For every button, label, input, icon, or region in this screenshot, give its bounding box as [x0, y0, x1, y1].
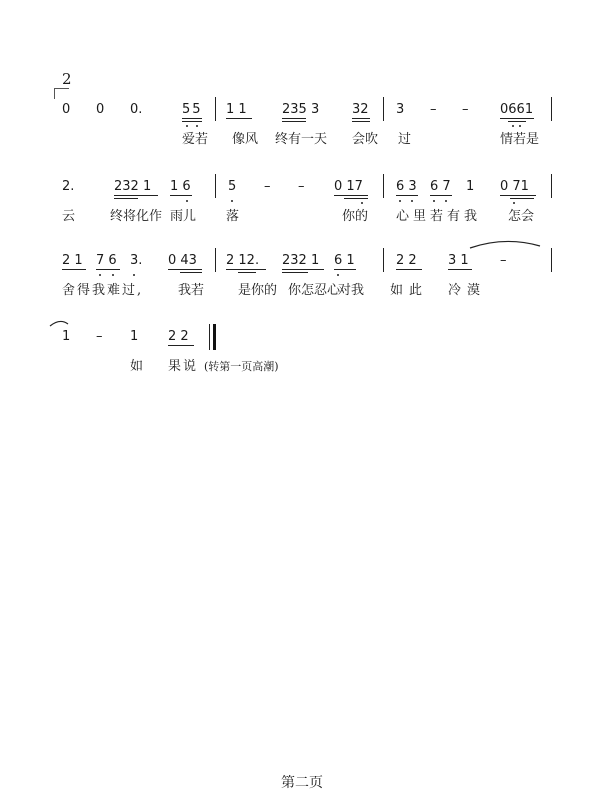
final-barline-thick — [213, 324, 216, 350]
note: 235 3 — [282, 102, 320, 117]
low-octave-dot — [186, 200, 188, 202]
note: 2 1 — [62, 253, 83, 268]
low-octave-dot — [411, 200, 413, 202]
dash: – — [96, 329, 103, 344]
dash: – — [500, 253, 507, 268]
beam-line — [282, 269, 324, 270]
low-octave-dot — [519, 125, 521, 127]
low-octave-dot — [399, 200, 401, 202]
dash: – — [430, 102, 437, 117]
barline — [215, 97, 216, 121]
beam-line — [168, 345, 194, 346]
note: 55 — [182, 102, 203, 117]
low-octave-dot — [231, 200, 233, 202]
lyric: 情若是 — [500, 132, 540, 147]
beam-line — [182, 118, 202, 119]
note: 6 3 — [396, 179, 417, 194]
final-barline-thin — [209, 324, 210, 350]
note: 2. — [62, 179, 75, 194]
beam-line — [396, 195, 418, 196]
lyric: 像风 — [232, 132, 259, 147]
note: 3. — [130, 253, 143, 268]
lyric: 如此 — [390, 283, 429, 298]
low-octave-dot — [337, 274, 339, 276]
low-octave-dot — [361, 202, 363, 204]
beam-line — [226, 269, 266, 270]
dash: – — [298, 179, 305, 194]
note: 1 6 — [170, 179, 191, 194]
barline — [551, 248, 552, 272]
barline — [551, 97, 552, 121]
note: 6 7 — [430, 179, 451, 194]
beam-line — [170, 195, 192, 196]
low-octave-dot — [513, 202, 515, 204]
dash: – — [264, 179, 271, 194]
lyric: 对我 — [338, 283, 365, 298]
lyric: 我若 — [178, 283, 205, 298]
note: 232 1 — [282, 253, 320, 268]
beam-line — [334, 195, 368, 196]
score-system-2 — [0, 180, 604, 236]
beam-line — [510, 198, 534, 199]
lyric: 雨儿 — [170, 209, 197, 224]
score-system-3 — [0, 254, 604, 310]
beam-line — [334, 269, 356, 270]
beam-line — [96, 269, 120, 270]
barline — [383, 97, 384, 121]
low-octave-dot — [99, 274, 101, 276]
beam-line — [114, 195, 158, 196]
beam-line — [448, 269, 472, 270]
lyric: 心里若有我 — [396, 209, 482, 224]
lyric: 舍得我难过, — [62, 283, 144, 298]
lyric: 怎会 — [508, 209, 535, 224]
low-octave-dot — [186, 125, 188, 127]
note: 0 43 — [168, 253, 197, 268]
beam-line — [168, 269, 202, 270]
barline — [215, 174, 216, 198]
note: 232 1 — [114, 179, 152, 194]
barline — [383, 248, 384, 272]
note: 2 12. — [226, 253, 260, 268]
lyric: 是你的 — [238, 283, 278, 298]
score-system-4 — [0, 330, 604, 386]
note: 2 2 — [168, 329, 189, 344]
beam-line — [62, 269, 86, 270]
dash: – — [462, 102, 469, 117]
beam-line — [282, 118, 306, 119]
low-octave-dot — [445, 200, 447, 202]
system-bracket — [54, 88, 69, 99]
lyric: 冷漠 — [448, 283, 487, 298]
note: 0. — [130, 102, 143, 117]
barline — [383, 174, 384, 198]
beam-line — [344, 198, 368, 199]
beam-line — [500, 195, 536, 196]
lyric: 你的 — [342, 209, 369, 224]
beam-line — [282, 272, 308, 273]
lyric: 终将化作 — [110, 209, 163, 224]
note: 3 — [396, 102, 405, 117]
barline — [551, 174, 552, 198]
note: 6 1 — [334, 253, 355, 268]
beam-line — [182, 121, 202, 122]
beam-line — [430, 195, 452, 196]
beam-line — [396, 269, 422, 270]
note: 1 — [130, 329, 139, 344]
score-system-1 — [0, 103, 604, 159]
tie-arc — [470, 238, 540, 250]
beam-line — [500, 118, 534, 119]
beam-line — [180, 272, 202, 273]
note: 1 1 — [226, 102, 247, 117]
beam-line — [352, 121, 370, 122]
note: 0 — [96, 102, 105, 117]
beam-line — [352, 118, 370, 119]
beam-line — [508, 121, 526, 122]
lyric: 爱若 — [182, 132, 209, 147]
barline — [215, 248, 216, 272]
note: 3 1 — [448, 253, 469, 268]
note: 32 — [352, 102, 369, 117]
lyric: 你怎忍心 — [288, 283, 341, 298]
lyric: 过 — [398, 132, 412, 147]
low-octave-dot — [196, 125, 198, 127]
note: 0 — [62, 102, 71, 117]
lyric: 云 — [62, 209, 76, 224]
note: 0 17 — [334, 179, 363, 194]
note: 1 — [466, 179, 475, 194]
beam-line — [238, 272, 256, 273]
note: 2 2 — [396, 253, 417, 268]
note: 5 — [228, 179, 237, 194]
low-octave-dot — [133, 274, 135, 276]
lyric: 会吹 — [352, 132, 379, 147]
annotation: (转第一页高潮) — [204, 360, 279, 373]
lyric: 如 — [130, 359, 144, 374]
low-octave-dot — [512, 125, 514, 127]
note: 1 — [62, 329, 71, 344]
beam-line — [282, 121, 306, 122]
page-number: 2 — [62, 70, 72, 88]
low-octave-dot — [112, 274, 114, 276]
note: 7 6 — [96, 253, 117, 268]
beam-line — [114, 198, 138, 199]
low-octave-dot — [433, 200, 435, 202]
beam-line — [226, 118, 252, 119]
lyric: 落 — [226, 209, 240, 224]
lyric: 果说 — [168, 359, 199, 374]
page-footer: 第二页 — [281, 775, 323, 791]
note: 0 71 — [500, 179, 529, 194]
lyric: 终有一天 — [275, 132, 328, 147]
note: 0661 — [500, 102, 534, 117]
